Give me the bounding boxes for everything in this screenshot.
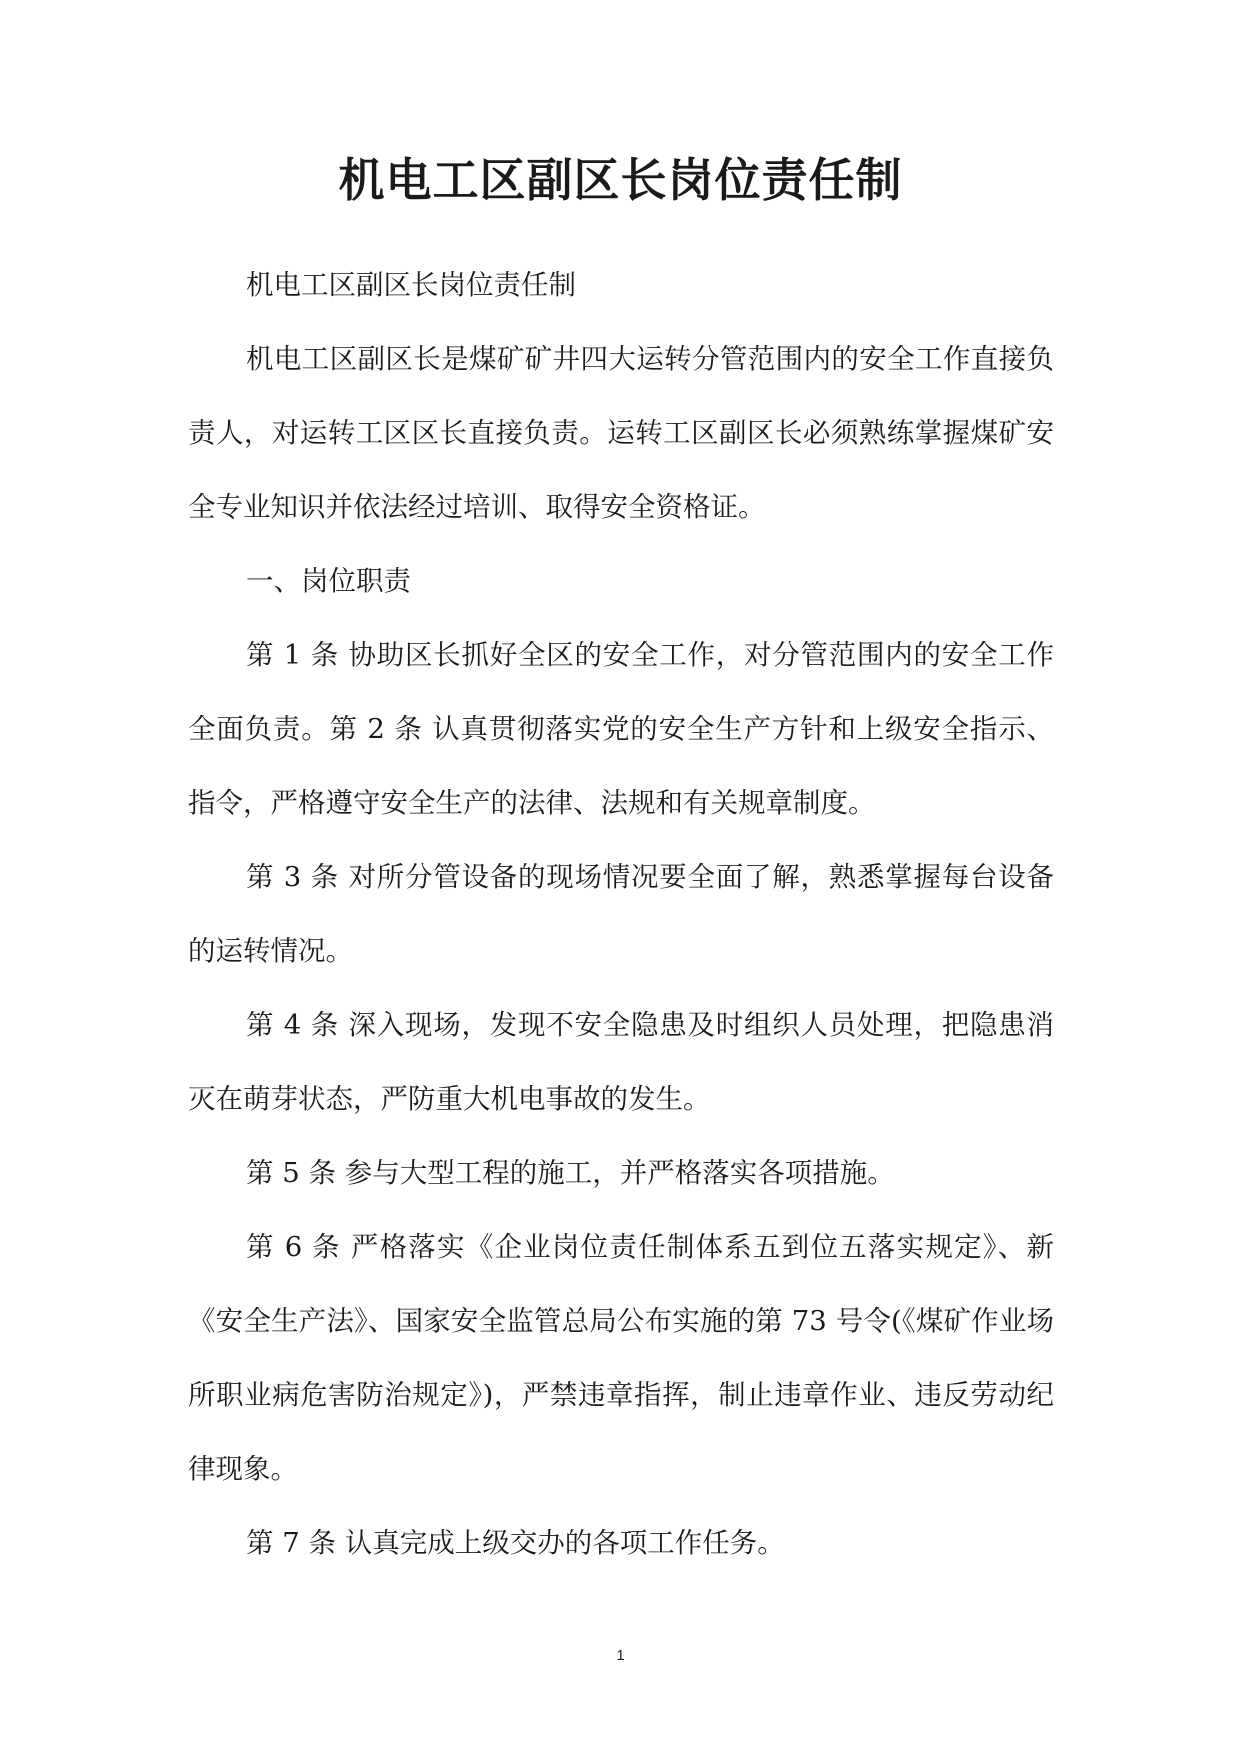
document-body [188,248,1054,1580]
paragraph: 机电工区副区长岗位责任制 [246,269,576,301]
section-heading: 一、岗位职责 [246,565,411,597]
paragraph: 第 5 条 参与大型工程的施工，并严格落实各项措施。 [246,1157,895,1189]
paragraph: 第 1 条 协助区长抓好全区的安全工作，对分管范围内的安全工作全面负责。第 2 条 认真贯彻落实党的安全生产方针和上级安全指示、指令，严格遵守安全生产的法律、法规和有关规章制度。 [188,639,1054,819]
document-title: 机电工区副区长岗位责任制 [338,153,903,207]
paragraph: 第 7 条 认真完成上级交办的各项工作任务。 [246,1527,785,1559]
paragraph: 机电工区副区长是煤矿矿井四大运转分管范围内的安全工作直接负责人，对运转工区区长直接负责。运转工区副区长必须熟练掌握煤矿安全专业知识并依法经过培训、取得安全资格证。 [188,343,1054,523]
paragraph: 第 6 条 严格落实《企业岗位责任制体系五到位五落实规定》、新《安全生产法》、国家安全监管总局公布实施的第 73 号令(《煤矿作业场所职业病危害防治规定》)，严禁违章指挥，制止违章作业、违反劳动纪律现象。 [188,1231,1054,1485]
page-number: 1 [616,1647,625,1664]
paragraph: 第 4 条 深入现场，发现不安全隐患及时组织人员处理，把隐患消灭在萌芽状态，严防重大机电事故的发生。 [188,1009,1054,1115]
paragraph: 第 3 条 对所分管设备的现场情况要全面了解，熟悉掌握每台设备的运转情况。 [188,861,1054,967]
